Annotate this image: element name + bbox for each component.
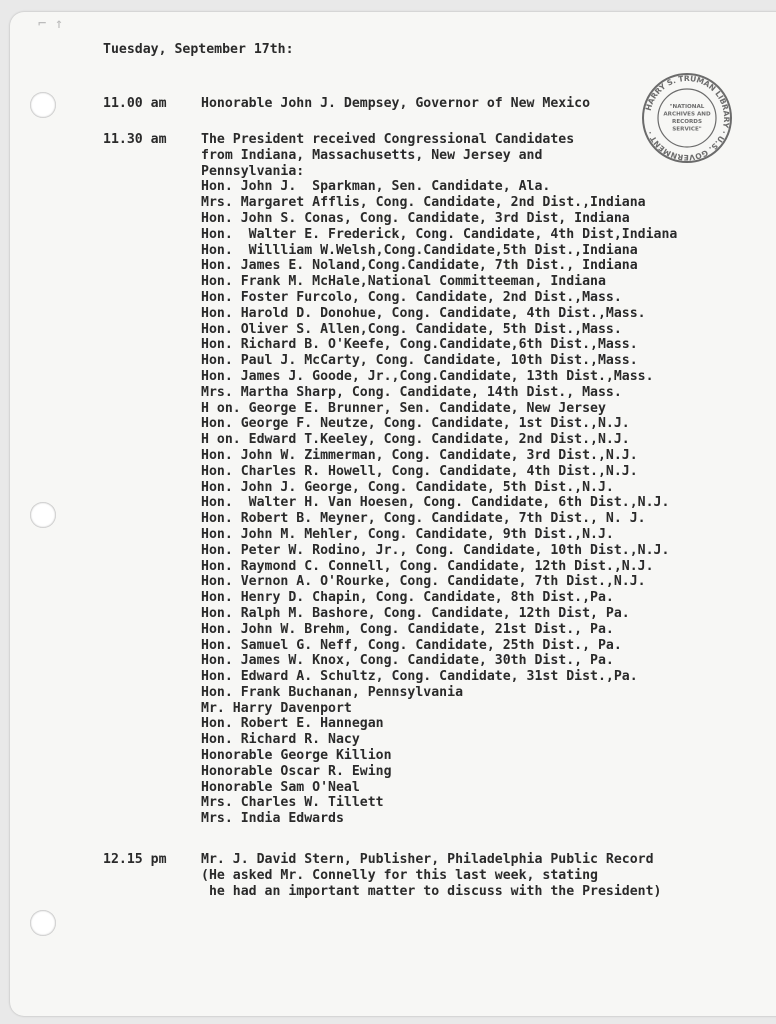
- entry-body: [201, 132, 677, 827]
- entry-line: Mrs. Margaret Afflis, Cong. Candidate, 2nd Dist.,Indiana: [201, 195, 646, 211]
- entry-line: he had an important matter to discuss with the President): [201, 883, 662, 899]
- entry-line: Honorable Sam O'Neal: [201, 779, 360, 795]
- entry-line: Hon. John S. Conas, Cong. Candidate, 3rd Dist, Indiana: [201, 210, 630, 226]
- entry-line: Hon. James W. Knox, Cong. Candidate, 30th Dist., Pa.: [201, 653, 614, 669]
- punch-hole: [30, 910, 56, 936]
- schedule-entry: [103, 852, 662, 899]
- entry-line: Honorable George Killion: [201, 748, 392, 764]
- punch-hole: [30, 502, 56, 528]
- entry-line: Hon. Vernon A. O'Rourke, Cong. Candidate, 7th Dist.,N.J.: [201, 574, 646, 590]
- entry-line: The President received Congressional Candidates: [201, 132, 575, 147]
- entry-line: Hon. Frank Buchanan, Pennsylvania: [201, 684, 464, 700]
- stamp-outer-text: HARRY S. TRUMAN LIBRARY · U.S. GOVERNMENT ·: [643, 73, 732, 163]
- entry-line: Hon. James E. Noland,Cong.Candidate, 7th Dist., Indiana: [201, 258, 638, 274]
- entry-body: [201, 852, 662, 899]
- entry-line: Hon. Frank M. McHale,National Committeeman, Indiana: [201, 274, 606, 290]
- entry-line: Hon. Charles R. Howell, Cong. Candidate, 4th Dist.,N.J.: [201, 463, 638, 479]
- stamp-inner-line: RECORDS: [672, 119, 702, 125]
- page-date-heading: Tuesday, September 17th:: [103, 42, 294, 57]
- stamp-inner-line: SERVICE": [672, 126, 702, 133]
- entry-line: Hon. Foster Furcolo, Cong. Candidate, 2nd Dist.,Mass.: [201, 289, 622, 305]
- entry-line: Hon. Peter W. Rodino, Jr., Cong. Candidate, 10th Dist.,N.J.: [201, 542, 670, 558]
- entry-line: Hon. James J. Goode, Jr.,Cong.Candidate, 13th Dist.,Mass.: [201, 368, 654, 384]
- entry-time: 11.00 am: [103, 96, 167, 111]
- entry-line: Hon. Richard R. Nacy: [201, 732, 360, 748]
- entry-line: Mrs. Charles W. Tillett: [201, 795, 384, 811]
- entry-time: 12.15 pm: [103, 852, 167, 867]
- entry-line: H on. George E. Brunner, Sen. Candidate, New Jersey: [201, 400, 606, 416]
- entry-line: Hon. Richard B. O'Keefe, Cong.Candidate,6th Dist.,Mass.: [201, 337, 638, 353]
- entry-line: Mrs. Martha Sharp, Cong. Candidate, 14th Dist., Mass.: [201, 384, 622, 400]
- entry-line: Hon. John W. Zimmerman, Cong. Candidate, 3rd Dist.,N.J.: [201, 447, 638, 463]
- entry-line: Hon. Ralph M. Bashore, Cong. Candidate, 12th Dist, Pa.: [201, 605, 630, 621]
- entry-line: from Indiana, Massachusetts, New Jersey and: [201, 147, 543, 163]
- corner-pencil-mark: ⌐ ↑: [38, 16, 64, 32]
- entry-line: Honorable John J. Dempsey, Governor of New Mexico: [201, 96, 591, 111]
- punch-hole: [30, 92, 56, 118]
- entry-line: Hon. Oliver S. Allen,Cong. Candidate, 5th Dist.,Mass.: [201, 321, 622, 337]
- entry-line: Hon. George F. Neutze, Cong. Candidate, 1st Dist.,N.J.: [201, 416, 630, 432]
- entry-line: Pennsylvania:: [201, 163, 305, 179]
- truman-library-stamp: [641, 72, 733, 164]
- entry-line: Hon. Henry D. Chapin, Cong. Candidate, 8th Dist.,Pa.: [201, 590, 614, 606]
- entry-line: Mrs. India Edwards: [201, 811, 344, 827]
- entry-line: Hon. Walter H. Van Hoesen, Cong. Candidate, 6th Dist.,N.J.: [201, 495, 670, 511]
- entry-line: Hon. Harold D. Donohue, Cong. Candidate, 4th Dist.,Mass.: [201, 305, 646, 321]
- entry-line: Hon. John W. Brehm, Cong. Candidate, 21st Dist., Pa.: [201, 621, 614, 637]
- entry-line: Mr. Harry Davenport: [201, 700, 352, 716]
- entry-line: H on. Edward T.Keeley, Cong. Candidate, 2nd Dist.,N.J.: [201, 432, 630, 448]
- entry-line: Hon. Edward A. Schultz, Cong. Candidate, 31st Dist.,Pa.: [201, 669, 638, 685]
- entry-line: Hon. Paul J. McCarty, Cong. Candidate, 10th Dist.,Mass.: [201, 353, 638, 369]
- entry-line: Hon. John J. George, Cong. Candidate, 5th Dist.,N.J.: [201, 479, 614, 495]
- entry-line: Honorable Oscar R. Ewing: [201, 763, 392, 779]
- entry-line: Hon. Raymond C. Connell, Cong. Candidate, 12th Dist.,N.J.: [201, 558, 654, 574]
- stamp-inner-line: "NATIONAL: [669, 104, 705, 110]
- entry-line: (He asked Mr. Connelly for this last week, stating: [201, 867, 598, 883]
- entry-line: Hon. Samuel G. Neff, Cong. Candidate, 25th Dist., Pa.: [201, 637, 622, 653]
- entry-line: Hon. Robert B. Meyner, Cong. Candidate, 7th Dist., N. J.: [201, 511, 646, 527]
- entry-body: [201, 96, 590, 112]
- entry-line: Hon. Walter E. Frederick, Cong. Candidate, 4th Dist,Indiana: [201, 226, 678, 242]
- entry-line: Hon. Willliam W.Welsh,Cong.Candidate,5th Dist.,Indiana: [201, 242, 638, 258]
- stamp-inner-line: ARCHIVES AND: [663, 111, 711, 118]
- entry-line: Hon. John J. Sparkman, Sen. Candidate, Ala.: [201, 179, 551, 195]
- entry-line: Mr. J. David Stern, Publisher, Philadelphia Public Record: [201, 852, 654, 867]
- schedule-entry: [103, 132, 678, 827]
- entry-line: Hon. John M. Mehler, Cong. Candidate, 9th Dist.,N.J.: [201, 526, 614, 542]
- entry-line: Hon. Robert E. Hannegan: [201, 716, 384, 732]
- entry-time: 11.30 am: [103, 132, 167, 147]
